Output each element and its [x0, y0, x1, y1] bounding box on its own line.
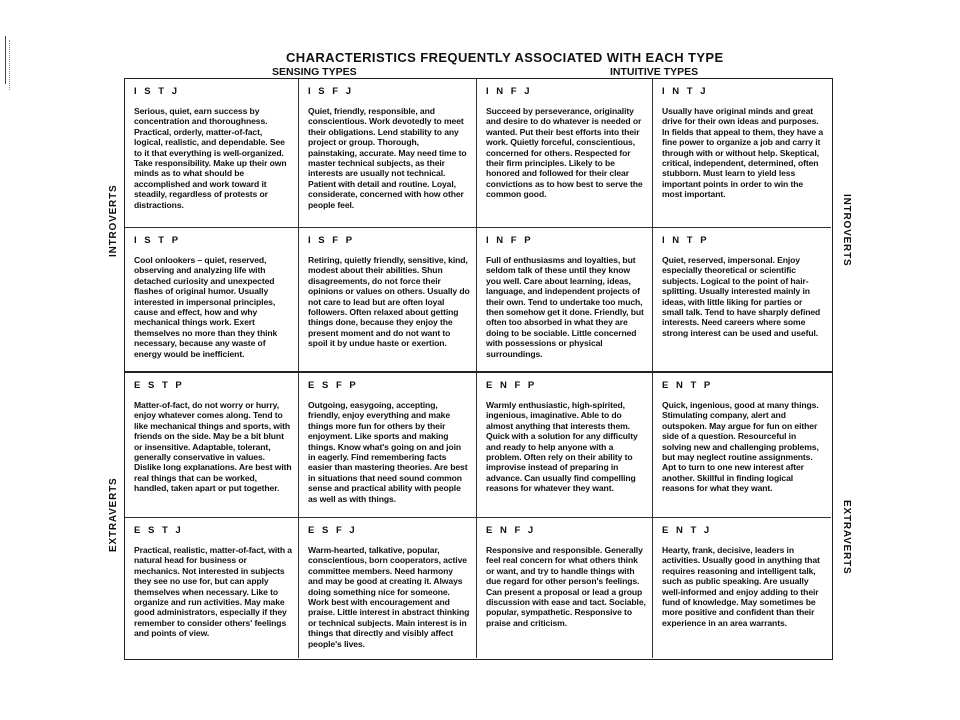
- type-code: E S F P: [308, 380, 359, 391]
- type-code: I S F J: [308, 86, 354, 97]
- type-description: Quiet, reserved, impersonal. Enjoy especially theoretical or scientific subjects. Logical to the point of hair-splitting. Usually interested mainly in ideas, with little liking for parties or small talk. Tend to have sharply defined interests. Need careers where some strong interest can be used and useful.: [662, 255, 821, 338]
- extraverts-label-left: EXTRAVERTS: [108, 477, 119, 552]
- type-code: E N T P: [662, 380, 713, 391]
- type-description: Matter-of-fact, do not worry or hurry, enjoy whatever comes along. Tend to like mechanical things and sports, with friends on the side. May be a bit blunt or insensitive. Adaptable, tolerant, generally conservative in values. Dislike long explanations. Are best with real things that can be worked, handled, taken apart or put together.: [134, 400, 292, 494]
- cell-isfp: [299, 228, 477, 373]
- cell-istp: [125, 228, 299, 373]
- introvert-extravert-divider: [124, 371, 833, 373]
- type-code: I N T J: [662, 86, 709, 97]
- cell-estj: [125, 518, 299, 658]
- type-code: I S T J: [134, 86, 180, 97]
- type-code: I N F J: [486, 86, 533, 97]
- type-description: Retiring, quietly friendly, sensitive, kind, modest about their abilities. Shun disagreements, do not force their opinions or values on others. Usually do not care to lead but are often loyal followers. Often relaxed about getting things done, because they enjoy the present moment and do not want to spoil it by undue haste or exertion.: [308, 255, 470, 349]
- cell-intp: [653, 228, 831, 373]
- type-code: E S T J: [134, 525, 184, 536]
- type-code: I N T P: [662, 235, 710, 246]
- type-description: Responsive and responsible. Generally feel real concern for what others think or want, and try to handle things with due regard for other person's feelings. Can present a proposal or lead a group discussion with ease and tact. Sociable, popular, sympathetic. Responsive to praise and criticism.: [486, 545, 646, 628]
- introverts-label-right: INTROVERTS: [841, 194, 852, 267]
- cell-intj: [653, 79, 831, 228]
- type-description: Hearty, frank, decisive, leaders in activities. Usually good in anything that requires reasoning and intelligent talk, such as public speaking. Are usually well-informed and enjoy adding to their fund of knowledge. May sometimes be more positive and confident than their experience in an area warrants.: [662, 545, 820, 628]
- cell-entj: [653, 518, 831, 658]
- margin-rule: [5, 36, 6, 84]
- type-description: Quiet, friendly, responsible, and conscientious. Work devotedly to meet their obligations. Lend stability to any project or group. Thorough, painstaking, accurate. May need time to master technical subjects, as their interests are usually not technical. Patient with detail and routine. Loyal, considerate, concerned with how other people feel.: [308, 106, 467, 210]
- cell-istj: [125, 79, 299, 228]
- type-table: [124, 78, 833, 660]
- type-description: Warm-hearted, talkative, popular, conscientious, born cooperators, active committee members. Need harmony and may be good at creating it. Always doing something nice for someone. Work best with encouragement and praise. Little interest in abstract thinking or technical subjects. Main interest is in things that directly and visibly affect people's lives.: [308, 545, 470, 649]
- type-description: Quick, ingenious, good at many things. Stimulating company, alert and outspoken. May argue for fun on either side of a question. Resourceful in solving new and challenging problems, but may neglect routine assignments. Apt to turn to one new interest after another. Skillful in finding logical reasons for what they want.: [662, 400, 819, 494]
- type-code: I S T P: [134, 235, 181, 246]
- type-description: Succeed by perseverance, originality and desire to do whatever is needed or wanted. Put their best efforts into their work. Quietly forceful, conscientious, concerned for others. Respected for their firm principles. Likely to be honored and followed for their clear convictions as to how best to serve the common good.: [486, 106, 643, 200]
- cell-estp: [125, 373, 299, 518]
- type-code: E N T J: [662, 525, 712, 536]
- type-description: Practical, realistic, matter-of-fact, with a natural head for business or mechanics. Not interested in subjects they see no use for, but can apply themselves when necessary. Like to organize and run activities. May make good administrators, especially if they remember to consider others' feelings and points of view.: [134, 545, 292, 639]
- cell-esfj: [299, 518, 477, 658]
- type-description: Serious, quiet, earn success by concentration and thoroughness. Practical, orderly, matter-of-fact, logical, realistic, and dependable. See to it that everything is well-organized. Take responsibility. Make up their own minds as to what should be accomplished and work toward it steadily, regardless of protests or distractions.: [134, 106, 287, 210]
- type-code: E S T P: [134, 380, 185, 391]
- document-title: CHARACTERISTICS FREQUENTLY ASSOCIATED WITH EACH TYPE: [286, 50, 724, 65]
- cell-enfp: [477, 373, 653, 518]
- type-description: Full of enthusiasms and loyalties, but seldom talk of these until they know you well. Care about learning, ideas, language, and independent projects of their own. Tend to undertake too much, then somehow get it done. Friendly, but often too absorbed in what they are doing to be sociable. Little concerned with possessions or physical surroundings.: [486, 255, 644, 359]
- sensing-types-header: SENSING TYPES: [272, 66, 357, 78]
- cell-infj: [477, 79, 653, 228]
- type-code: I S F P: [308, 235, 355, 246]
- type-description: Cool onlookers – quiet, reserved, observing and analyzing life with detached curiosity and unexpected flashes of original humor. Usually interested in impersonal principles, cause and effect, how and why mechanical things work. Exert themselves no more than they think necessary, because any waste of energy would be inefficient.: [134, 255, 278, 359]
- type-description: Outgoing, easygoing, accepting, friendly, enjoy everything and make things more fun for others by their enjoyment. Like sports and making things. Know what's going on and join in eagerly. Find remembering facts easier than mastering theories. Are best in situations that need sound common sense and practical ability with people as well as with things.: [308, 400, 468, 504]
- intuitive-types-header: INTUITIVE TYPES: [610, 66, 699, 78]
- type-code: E S F J: [308, 525, 358, 536]
- type-description: Usually have original minds and great drive for their own ideas and purposes. In fields that appeal to them, they have a fine power to organize a job and carry it through with or without help. Skeptical, critical, independent, determined, often stubborn. Must learn to yield less important points in order to win the most important.: [662, 106, 824, 200]
- type-description: Warmly enthusiastic, high-spirited, ingenious, imaginative. Able to do almost anything that interests them. Quick with a solution for any difficulty and ready to help anyone with a problem. Often rely on their ability to improvise instead of preparing in advance. Can usually find compelling reasons for whatever they want.: [486, 400, 638, 494]
- extraverts-label-right: EXTRAVERTS: [841, 500, 852, 575]
- cell-esfp: [299, 373, 477, 518]
- cell-isfj: [299, 79, 477, 228]
- cell-infp: [477, 228, 653, 373]
- type-code: E N F J: [486, 525, 536, 536]
- introverts-label-left: INTROVERTS: [108, 184, 119, 257]
- type-code: E N F P: [486, 380, 537, 391]
- cell-enfj: [477, 518, 653, 658]
- margin-dots: [9, 40, 11, 90]
- cell-entp: [653, 373, 831, 518]
- type-code: I N F P: [486, 235, 534, 246]
